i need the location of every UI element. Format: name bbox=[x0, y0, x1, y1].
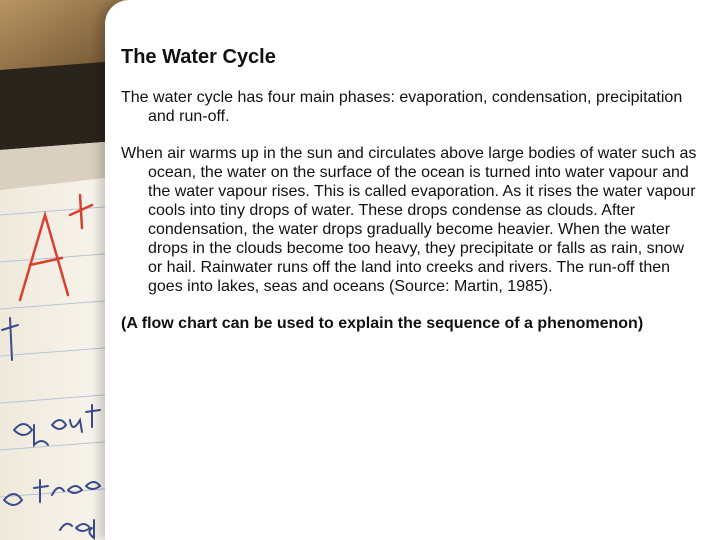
slide-content bbox=[121, 44, 701, 351]
intro-paragraph: The water cycle has four main phases: evaporation, condensation, precipitation and run-off. bbox=[121, 89, 683, 125]
flow-chart-note: (A flow chart can be used to explain the sequence of a phenomenon) bbox=[121, 315, 644, 332]
slide-title: The Water Cycle bbox=[121, 46, 276, 68]
body-paragraph: When air warms up in the sun and circulates above large bodies of water such as ocean, the water on the surface of the ocean is turned into water vapour and the water vapour rises. This is called evaporation. As it rises the water vapour cools into tiny drops of water. These drops condense as clouds. After condensation, the water drops gradually become heavier. When the water drops in the clouds become too heavy, they precipitate or falls as rain, snow or hail. Rainwater runs off the land into creeks and rivers. The run-off then goes into lakes, seas and oceans (Source: Martin, 1985). bbox=[121, 145, 697, 295]
